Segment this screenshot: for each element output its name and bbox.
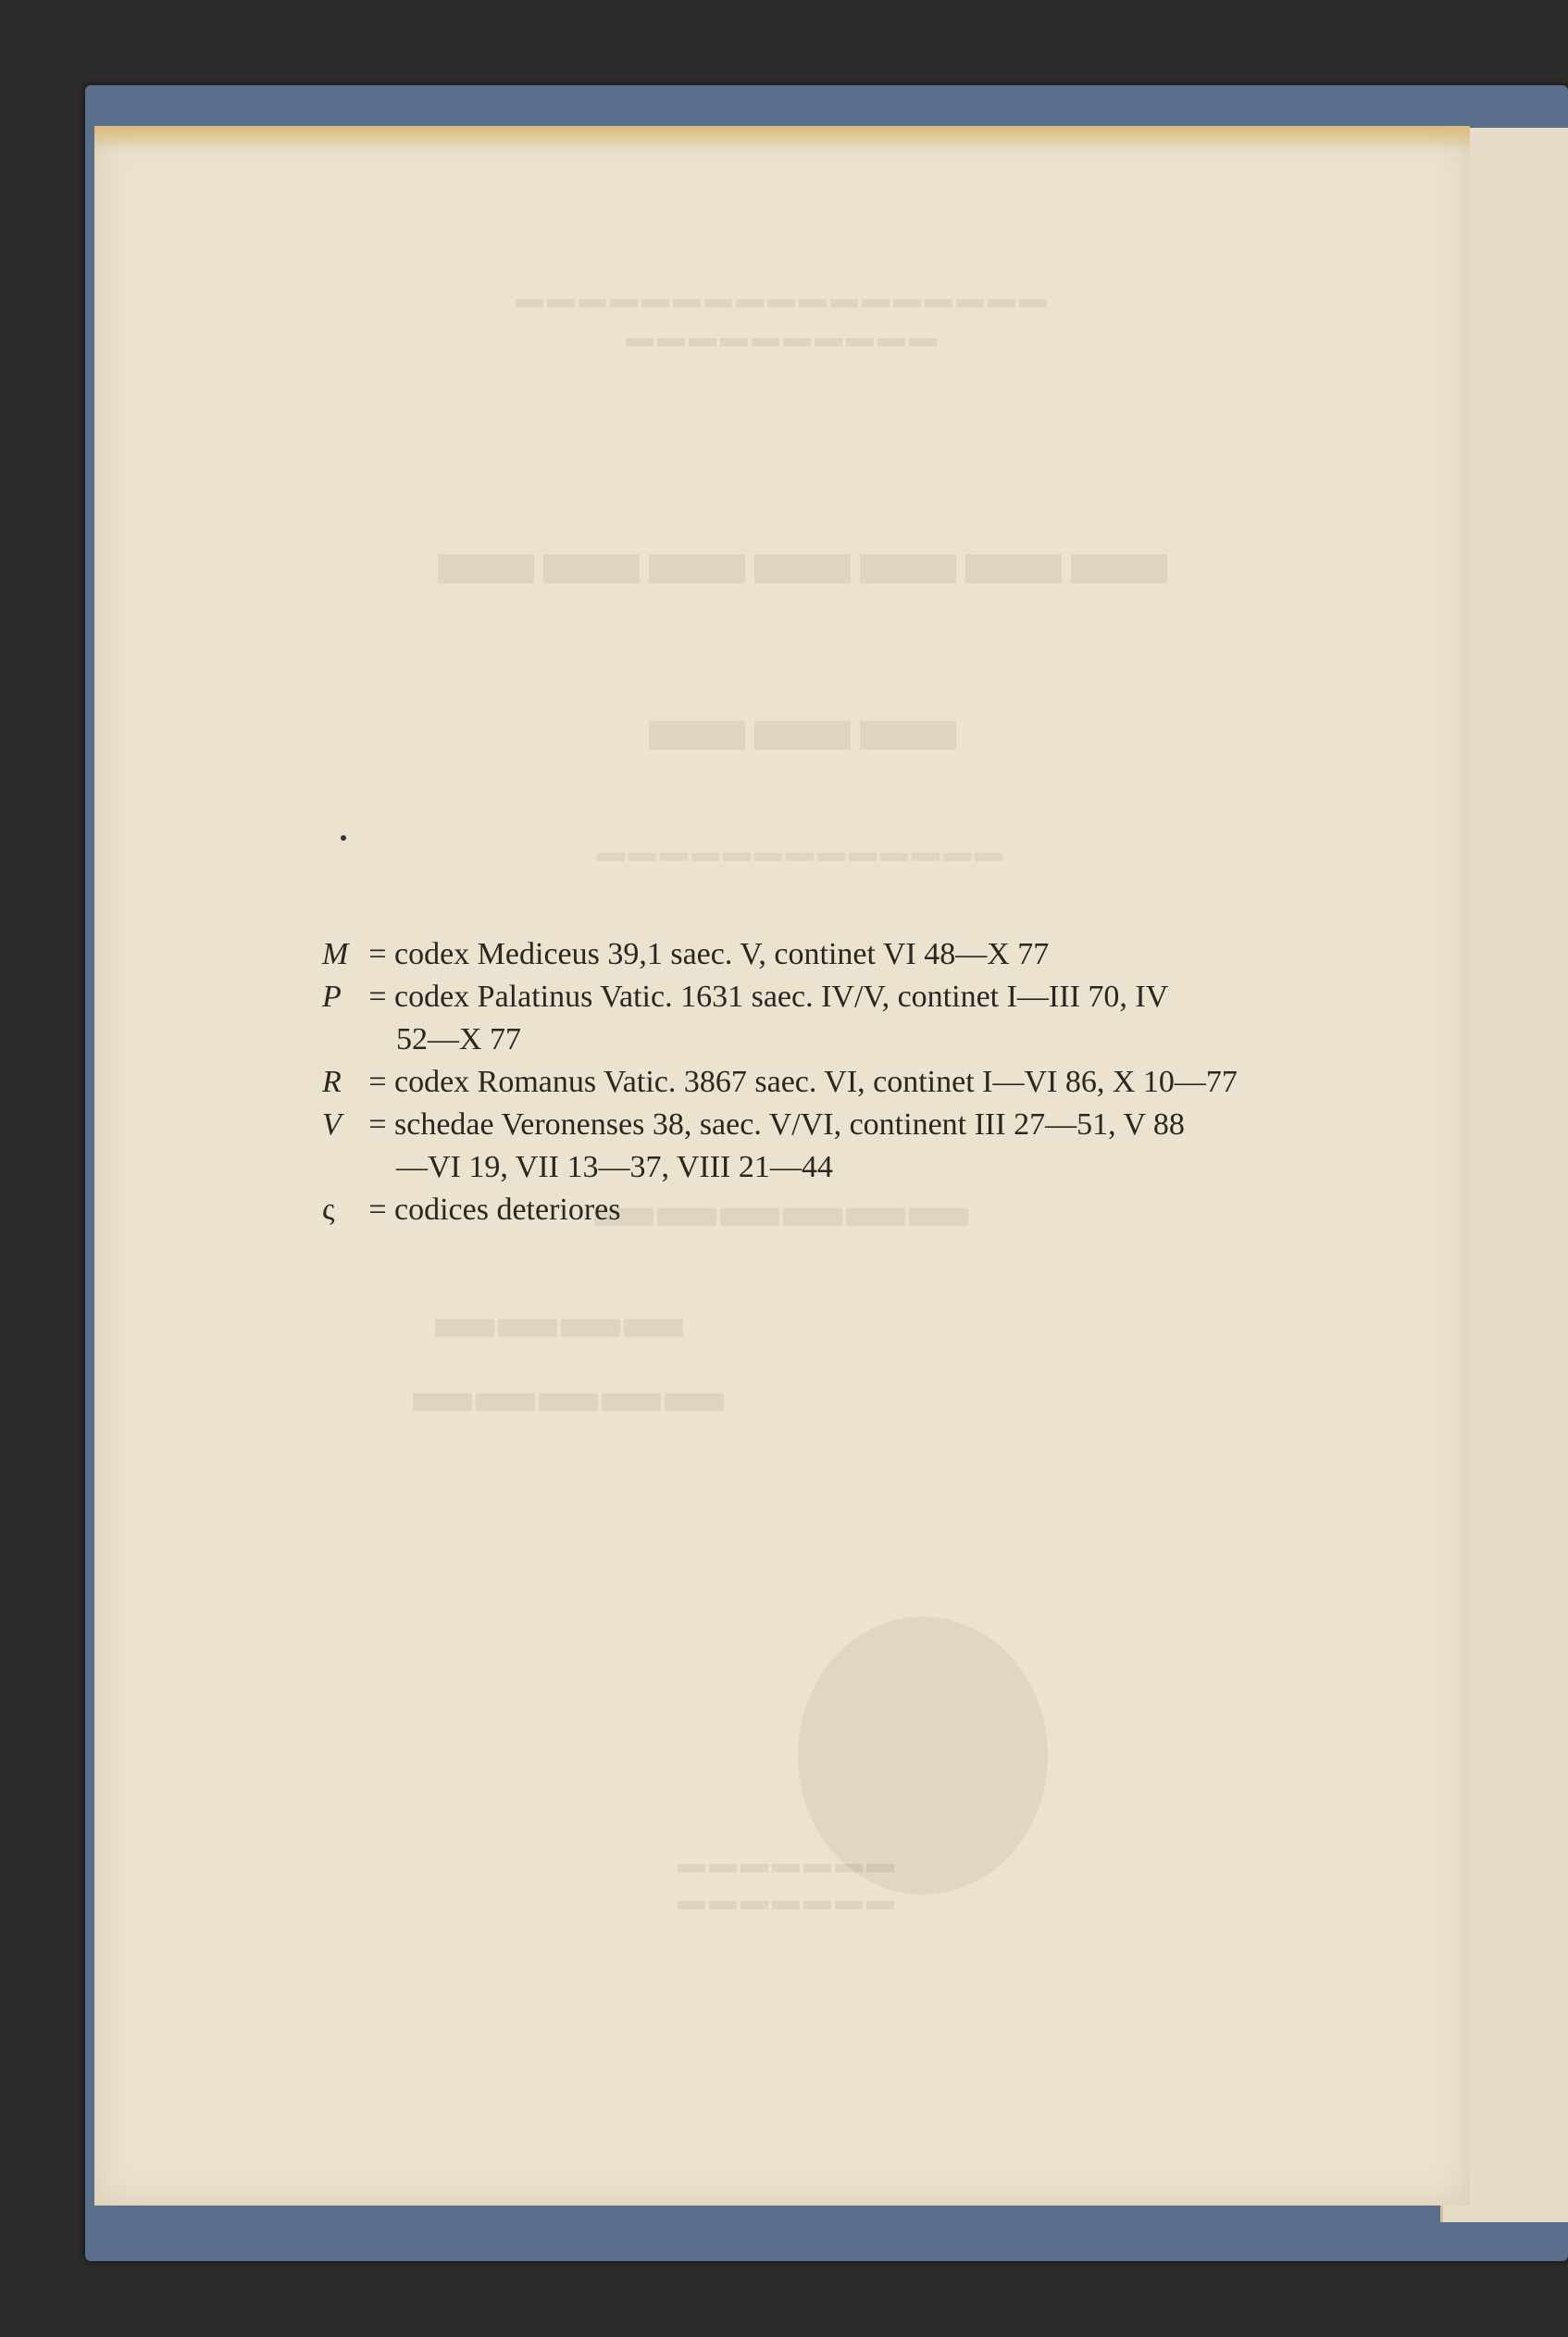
bleed-through-text: ▬▬▬▬▬▬▬▬▬▬ [622,322,937,353]
sigla-entry [322,1104,1322,1146]
siglum: M [322,937,349,971]
sigla-list [322,933,1322,1231]
bleed-through-text: ▬▬▬▬▬▬▬ [674,1885,894,1916]
bleed-through-text: ▬▬▬▬▬▬▬ [429,498,1167,605]
siglum-description: schedae Veronenses 38, saec. V/VI, continent III 27—51, V 88 [394,1107,1185,1142]
bleed-through-text: ▬▬▬▬▬▬▬▬▬▬▬▬▬ [593,837,1002,868]
bleed-through-text: ▬▬▬▬▬▬ [591,1173,968,1239]
bleed-through-text: ▬▬▬▬▬▬▬▬▬▬▬▬▬▬▬▬▬ [512,283,1047,314]
siglum: R [322,1065,342,1099]
bleed-through-text: ▬▬▬▬▬ [409,1358,724,1424]
siglum-description-continuation: 52—X 77 [396,1022,522,1056]
sigla-entry [322,1189,1322,1231]
ink-speck [341,835,346,841]
siglum-description: codices deteriores [394,1193,621,1227]
equals-sign: = [368,1065,387,1099]
sigla-entry [322,933,1322,976]
siglum-description: codex Romanus Vatic. 3867 saec. VI, continet I—VI 86, X 10—77 [394,1065,1238,1099]
equals-sign: = [368,980,387,1014]
equals-sign: = [368,937,387,971]
bleed-through-text: ▬▬▬▬▬▬▬ [674,1848,894,1879]
sigla-entry [322,1061,1322,1104]
siglum: P [322,980,342,1014]
page-stain [94,126,1470,152]
siglum-description-continuation: —VI 19, VII 13—37, VIII 21—44 [396,1150,833,1184]
equals-sign: = [368,1107,387,1142]
siglum: ς [322,1193,335,1227]
siglum: V [322,1107,342,1142]
siglum-description: codex Palatinus Vatic. 1631 saec. IV/V, continet I—III 70, IV [394,980,1169,1014]
siglum-description: codex Mediceus 39,1 saec. V, continet VI 48—X 77 [394,937,1050,971]
sigla-entry [322,976,1322,1019]
equals-sign: = [368,1193,387,1227]
bleed-through-text: ▬▬▬▬ [431,1284,683,1350]
bleed-through-text: ▬▬▬ [640,665,956,771]
